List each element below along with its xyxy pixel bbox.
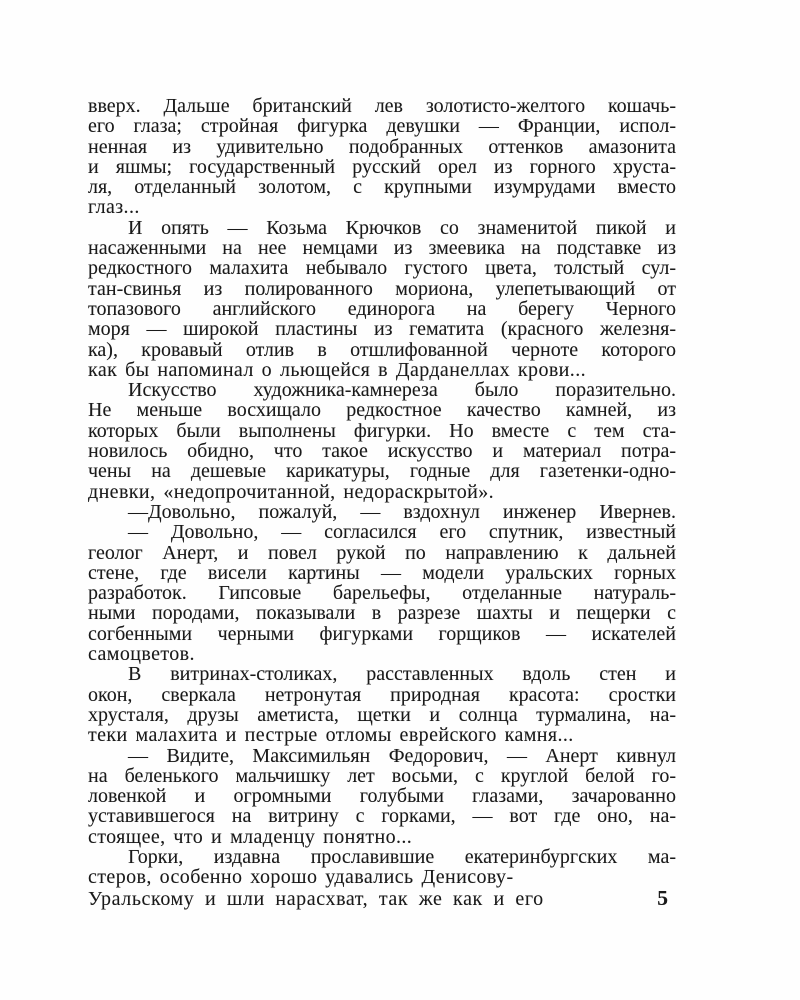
text-line: на беленького мальчишку лет восьми, с круглой белой го-: [88, 764, 676, 787]
text-block: [88, 96, 676, 909]
text-line: насаженными на нее немцами из змеевика на подставке из: [88, 237, 676, 260]
text-line: разработок. Гипсовые барельефы, отделанные натураль-: [88, 582, 676, 605]
text-line: хрусталя, друзы аметиста, щетки и солнца турмалина, на-: [88, 703, 676, 726]
text-line: уставившегося на витрину с горками, — вот где оно, на-: [88, 805, 676, 828]
text-line: дневки, «недопрочитанной, недораскрытой».: [88, 480, 495, 503]
text-line: ля, отделанный золотом, с крупными изумрудами вместо: [88, 176, 676, 199]
text-line: новилось обидно, что такое искусство и материал потра-: [88, 440, 676, 463]
paragraph: [88, 96, 676, 218]
paragraph: [88, 522, 676, 664]
text-line: ка), кровавый отлив в отшлифованной черноте которого: [88, 338, 676, 361]
paragraph: [88, 380, 676, 502]
text-line: — Видите, Максимильян Федорович, — Анерт кивнул: [128, 744, 676, 767]
text-line: тан-свинья из полированного мориона, улепетывающий от: [88, 277, 676, 300]
text-line: стеров, особенно хорошо удавались Денисову-: [88, 866, 514, 889]
text-line: Не меньше восхищало редкостное качество камней, из: [88, 399, 676, 422]
text-line: В витринах-столиках, расставленных вдоль стен и: [128, 663, 676, 686]
text-line: Горки, издавна прославившие екатеринбургских ма-: [128, 845, 676, 868]
text-line: ненная из удивительно подобранных оттенков амазонита: [88, 135, 676, 158]
text-line: как бы напоминал о льющейся в Дарданеллах крови...: [88, 358, 586, 381]
text-line: Уральскому и шли нарасхват, так же как и его: [88, 887, 544, 910]
paragraph: [88, 847, 676, 909]
text-line: стоящее, что и младенцу понятно...: [88, 825, 413, 848]
text-line: окон, сверкала нетронутая природная красота: сростки: [88, 683, 676, 706]
paragraph: [88, 664, 676, 745]
text-line: — Довольно, — согласился его спутник, известный: [128, 521, 676, 544]
text-line: которых были выполнены фигурки. Но вместе с тем ста-: [88, 419, 676, 442]
text-line: ными породами, показывали в разрезе шахты и пещерки с: [88, 602, 676, 625]
text-line: согбенными черными фигурками горщиков — искателей: [88, 622, 676, 645]
paragraph: [88, 746, 676, 847]
text-line: чены на дешевые карикатуры, годные для газетенки-одно-: [88, 460, 676, 483]
text-line: ловенкой и огромными голубыми глазами, зачарованно: [88, 785, 676, 808]
page-number: 5: [657, 885, 668, 910]
text-line: геолог Анерт, и повел рукой по направлению к дальней: [88, 541, 676, 564]
text-line: самоцветов.: [88, 643, 195, 666]
text-line: теки малахита и пестрые отломы еврейского камня...: [88, 724, 574, 747]
text-line: стене, где висели картины — модели уральских горных: [88, 561, 676, 584]
text-line: вверх. Дальше британский лев золотисто-желтого кошачь-: [88, 95, 676, 117]
text-line: редкостного малахита небывало густого цвета, толстый сул-: [88, 257, 676, 280]
text-line: глаз...: [88, 196, 140, 219]
text-line: моря — широкой пластины из гематита (красного железня-: [88, 318, 676, 341]
text-line: Искусство художника-камнереза было поразительно.: [128, 379, 676, 402]
last-line-row: [88, 885, 676, 910]
paragraph: [88, 502, 676, 522]
text-line: И опять — Козьма Крючков со знаменитой пикой и: [128, 216, 676, 239]
paragraph: [88, 218, 676, 380]
text-line: и яшмы; государственный русский орел из горного хруста-: [88, 155, 676, 178]
text-line: —Довольно, пожалуй, — вздохнул инженер Ивернев.: [128, 500, 676, 523]
text-line: топазового английского единорога на берегу Черного: [88, 297, 676, 320]
text-line: его глаза; стройная фигурка девушки — Франции, испол-: [88, 115, 676, 138]
